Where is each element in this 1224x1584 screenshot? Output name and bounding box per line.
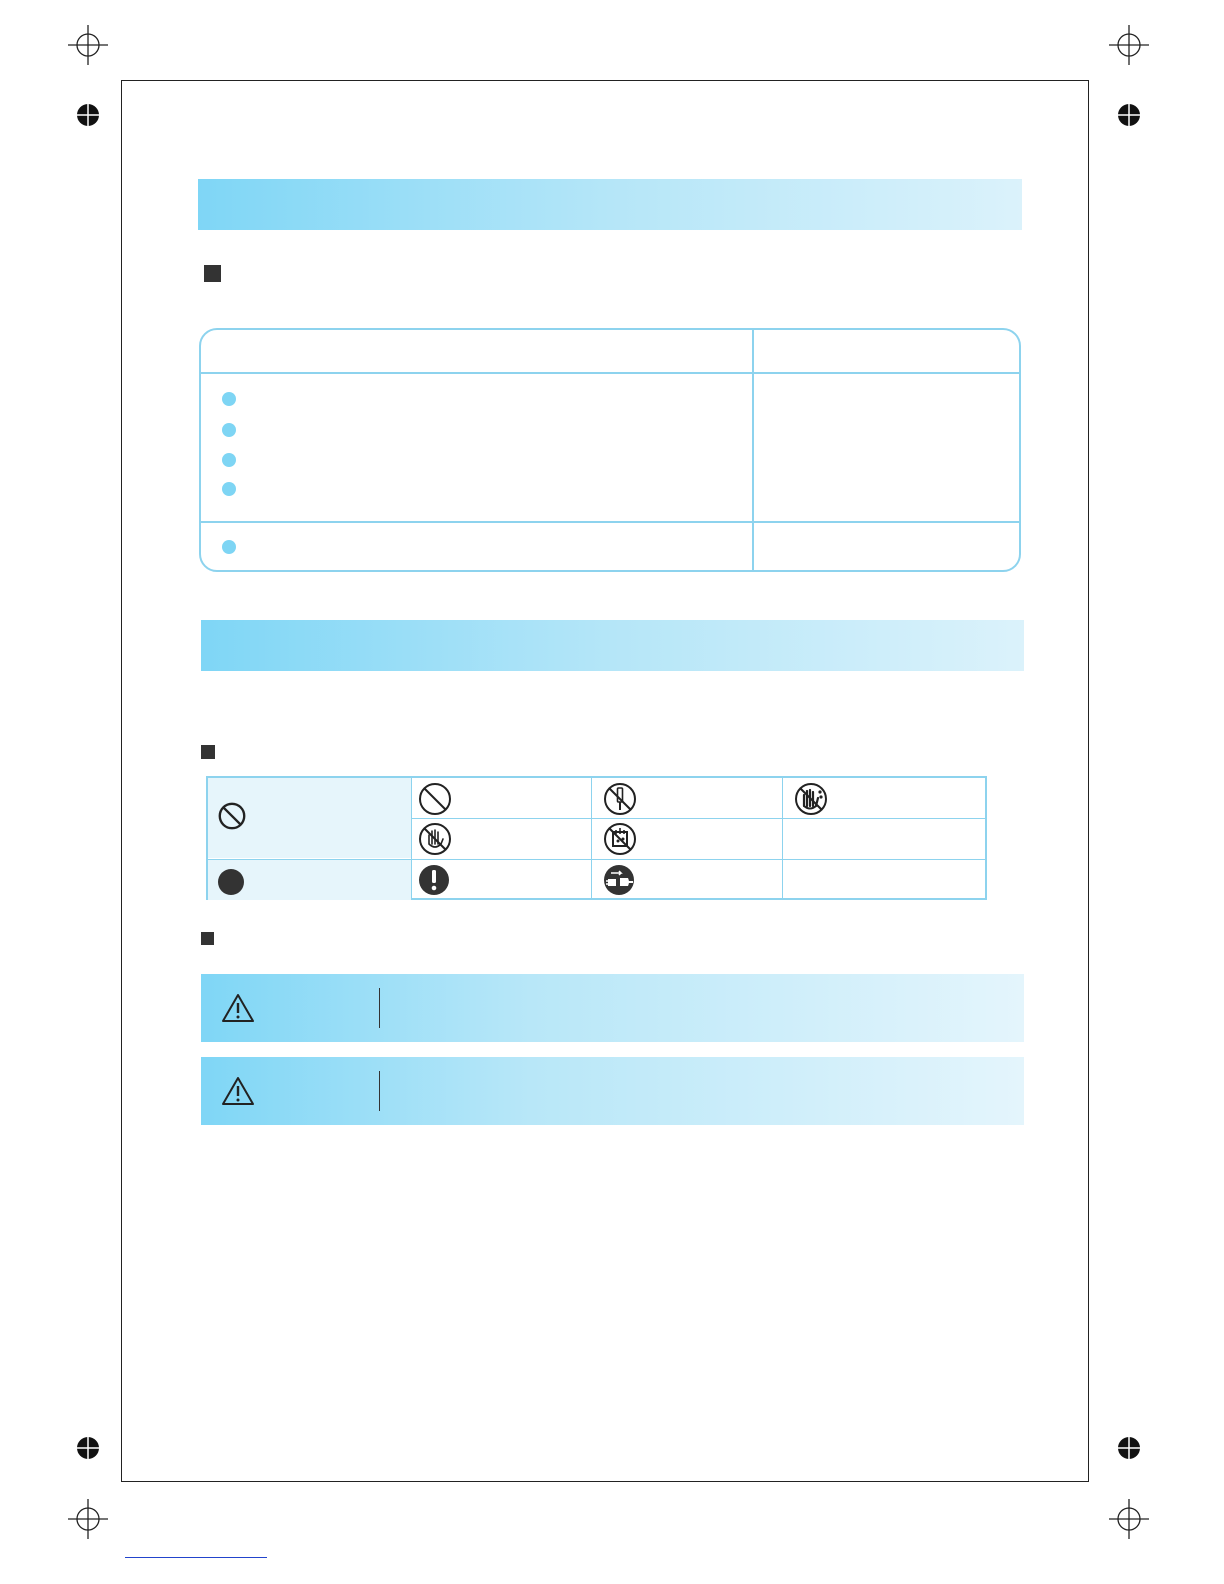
bullet-dot-icon <box>222 423 236 437</box>
crosshair-icon <box>68 25 108 65</box>
prohibition-icon <box>418 782 452 816</box>
no-disassembly-icon <box>603 782 637 816</box>
warning-triangle-icon <box>221 1075 255 1107</box>
bullet-dot-icon <box>222 482 236 496</box>
bullet-dot-icon <box>222 392 236 406</box>
warning-triangle-icon <box>221 992 255 1024</box>
table-column-divider <box>782 778 783 900</box>
registration-dot-icon <box>75 102 101 128</box>
no-water-icon <box>603 822 637 856</box>
registration-dot-icon <box>1116 1435 1142 1461</box>
registration-dot-icon <box>75 1435 101 1461</box>
crosshair-icon <box>1109 25 1149 65</box>
section-title-bar <box>201 620 1024 671</box>
do-not-touch-icon <box>418 822 452 856</box>
square-bullet-icon <box>201 745 215 759</box>
bullet-dot-icon <box>222 453 236 467</box>
divider <box>379 1071 380 1111</box>
no-wet-hands-icon <box>794 782 828 816</box>
unplug-icon <box>603 864 635 896</box>
section-title-bar <box>198 179 1022 230</box>
bullet-dot-icon <box>222 540 236 554</box>
table-row-divider <box>201 521 1019 523</box>
divider <box>379 988 380 1028</box>
mandatory-exclamation-icon <box>418 864 450 896</box>
mandatory-dot-icon <box>216 867 246 897</box>
table-column-divider <box>591 778 592 900</box>
table-column-divider <box>411 778 412 900</box>
prohibition-icon <box>216 800 248 832</box>
table-column-divider <box>752 330 754 570</box>
square-bullet-icon <box>204 265 221 282</box>
registration-dot-icon <box>1116 102 1142 128</box>
warning-bar <box>201 1057 1024 1125</box>
square-bullet-icon <box>201 932 214 945</box>
warning-bar <box>201 974 1024 1042</box>
symbols-table <box>206 776 987 900</box>
specification-table <box>199 328 1021 572</box>
table-row-divider <box>411 818 987 819</box>
crosshair-icon <box>1109 1499 1149 1539</box>
footer-underline <box>125 1557 267 1558</box>
table-row-divider <box>208 859 987 860</box>
table-row-divider <box>201 372 1019 374</box>
crosshair-icon <box>68 1499 108 1539</box>
